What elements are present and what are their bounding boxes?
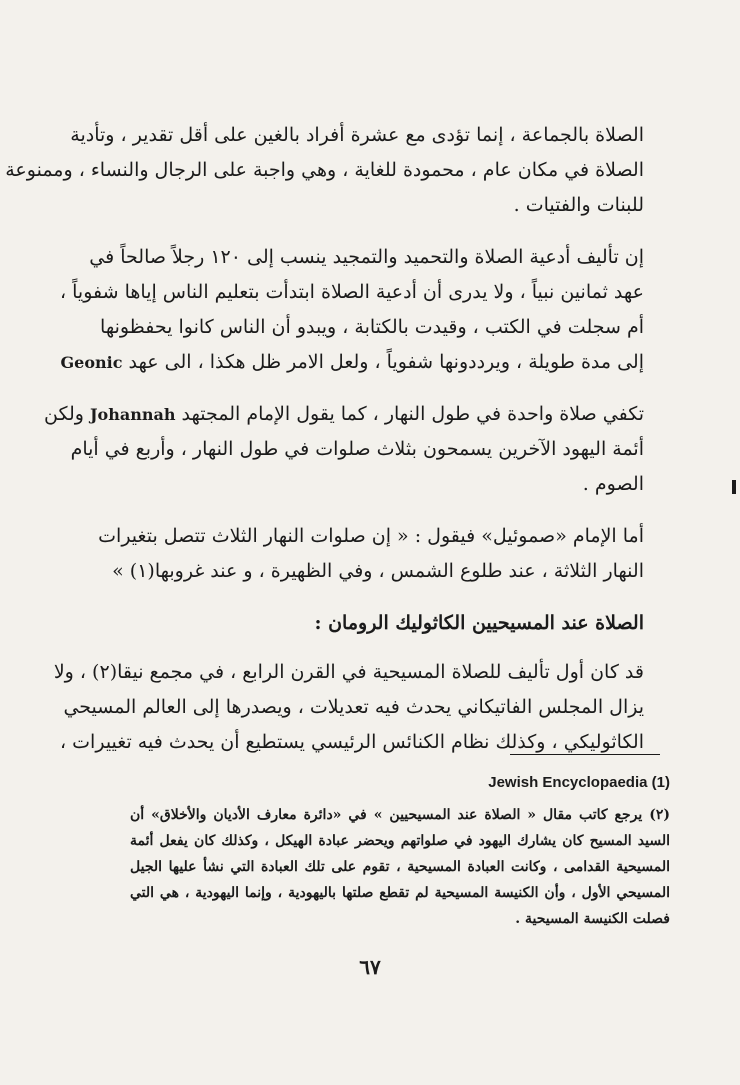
section-heading: الصلاة عند المسيحيين الكاثوليك الرومان : bbox=[314, 612, 644, 634]
paragraph-2 bbox=[59, 240, 668, 380]
paragraph-1 bbox=[5, 118, 668, 223]
line-text: إلى مدة طويلة ، ويرددونها شفوياً ، ولعل الامر ظل هكذا ، الى عهد bbox=[128, 351, 644, 373]
footnotes bbox=[130, 770, 670, 932]
text-line: للبنات والفتيات . bbox=[513, 194, 644, 216]
paragraph-3 bbox=[44, 397, 668, 502]
text-line: الصلاة بالجماعة ، إنما تؤدى مع عشرة أفراد بالغين على أقل تقدير ، وتأدية bbox=[70, 124, 644, 146]
footnote-1 bbox=[130, 770, 670, 796]
footnote-2: (٢) يرجع كاتب مقال « الصلاة عند المسيحيين » في «دائرة معارف الأديان والأخلاق» أن السيد المسيح كان يشارك اليهود في صلواتهم ويحضر عبادة الهيكل ، وكذلك كان يفعل أئمة المسيحية القدامى ، وكانت العبادة المسيحية ، تقوم على تلك العبادة التي نشأ عليها الجيل المسيحي الأول ، وأن الكنيسة المسيحية لم تقطع صلتها باليهودية ، وإنما اليهودية ، هي التي فصلت الكنيسة المسيحية . bbox=[130, 807, 671, 927]
paragraph-5 bbox=[53, 655, 668, 760]
latin-term-johannah: Johannah bbox=[89, 405, 176, 424]
line-text: تكفي صلاة واحدة في طول النهار ، كما يقول الإمام المجتهد bbox=[181, 403, 644, 425]
text-line: أئمة اليهود الآخرين يسمحون بثلاث صلوات في طول النهار ، وأربع في أيام bbox=[70, 438, 644, 460]
text-line: النهار الثلاثة ، عند طلوع الشمس ، وفي الظهيرة ، و عند غروبها(١) » bbox=[112, 560, 644, 582]
line-text-end: ولكن bbox=[44, 403, 84, 425]
text-line: قد كان أول تأليف للصلاة المسيحية في القرن الرابع ، في مجمع نيقا(٢) ، ولا bbox=[53, 661, 644, 683]
latin-term-geonic: Geonic bbox=[60, 353, 123, 372]
footnote-1-text bbox=[488, 774, 670, 791]
footnote-1-source: Jewish Encyclopaedia bbox=[488, 774, 648, 791]
text-line: أم سجلت في الكتب ، وقيدت بالكتابة ، ويبدو أن الناس كانوا يحفظونها bbox=[100, 316, 644, 338]
text-line: الصوم . bbox=[582, 473, 644, 495]
footnote-divider bbox=[510, 754, 660, 755]
text-line: الكاثوليكي ، وكذلك نظام الكنائس الرئيسي يستطيع أن يحدث فيه تغييرات ، bbox=[60, 731, 644, 753]
paragraph-4 bbox=[98, 519, 668, 589]
text-line: يزال المجلس الفاتيكاني يحدث فيه تعديلات ، ويصدرها إلى العالم المسيحي bbox=[63, 696, 644, 718]
text-line: عهد ثمانين نبياً ، ولا يدرى أن أدعية الصلاة ابتدأت بتعليم الناس إياها شفوياً ، bbox=[59, 281, 644, 303]
page-number: ٦٧ bbox=[359, 955, 381, 979]
scan-edge-mark bbox=[732, 480, 736, 494]
text-line: أما الإمام «صموئيل» فيقول : « إن صلوات النهار الثلاث تتصل بتغيرات bbox=[98, 525, 644, 547]
footnote-1-marker: (1) bbox=[651, 774, 670, 791]
text-line: الصلاة في مكان عام ، محمودة للغاية ، وهي واجبة على الرجال والنساء ، وممنوعة bbox=[5, 159, 644, 181]
body-text bbox=[5, 118, 668, 777]
text-line bbox=[60, 345, 668, 380]
text-line bbox=[44, 397, 668, 432]
text-line: إن تأليف أدعية الصلاة والتحميد والتمجيد ينسب إلى ١٢٠ رجلاً صالحاً في bbox=[89, 246, 644, 268]
